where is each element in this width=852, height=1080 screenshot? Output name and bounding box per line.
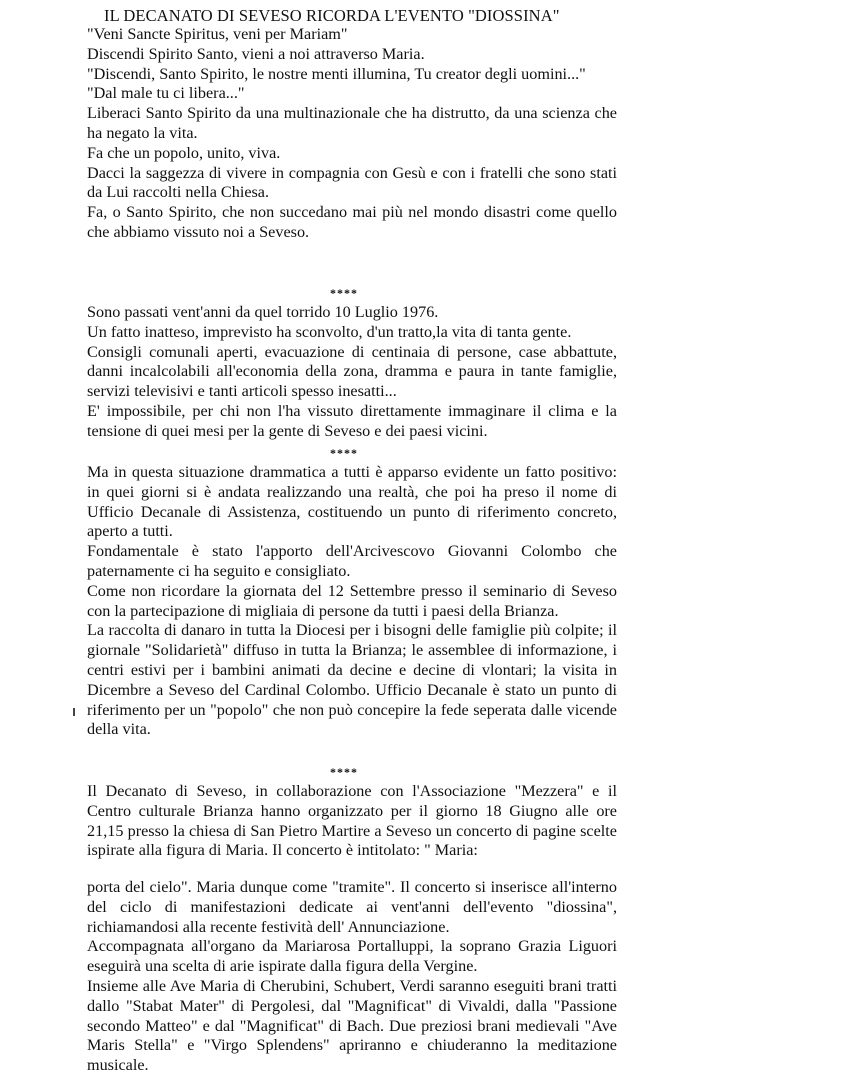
paragraph: porta del cielo". Maria dunque come "tramite". Il concerto si inserisce all'interno del ciclo di manifestazioni dedicate ai vent'anni dell'evento "diossina", richiamandosi alla recente festività dell' Annunciazione.: [87, 878, 617, 936]
paragraph: Dacci la saggezza di vivere in compagnia con Gesù e con i fratelli che sono stati da Lui raccolti nella Chiesa.: [87, 163, 617, 202]
memory-section: [87, 303, 617, 442]
paragraph: Fa che un popolo, unito, viva.: [87, 143, 281, 162]
paragraph: Fondamentale è stato l'apporto dell'Arcivescovo Giovanni Colombo che paternamente ci ha seguito e consigliato.: [87, 542, 617, 580]
paragraph: Il Decanato di Seveso, in collaborazione con l'Associazione "Mezzera" e il Centro culturale Brianza hanno organizzato per il giorno 18 Giugno alle ore 21,15 presso la chiesa di San Pietro Martire a Seveso un concerto di pagine scelte ispirate alla figura di Maria. Il concerto è intitolato: " Maria:: [87, 782, 617, 860]
section-separator: ****: [330, 765, 358, 779]
prayer-section: [87, 25, 617, 243]
paragraph: Ma in questa situazione drammatica a tutti è apparso evidente un fatto positivo: in quei giorni si è andata realizzando una realtà, che poi ha preso il nome di Ufficio Decanale di Assistenza, costituendo un punto di riferimento concreto, aperto a tutti.: [87, 463, 617, 541]
paragraph: Un fatto inatteso, imprevisto ha sconvolto, d'un tratto,la vita di tanta gente.: [87, 322, 572, 341]
section-separator: ****: [330, 286, 358, 300]
paragraph: Fa, o Santo Spirito, che non succedano mai più nel mondo disastri come quello che abbiamo vissuto noi a Seveso.: [87, 203, 617, 241]
paragraph: Accompagnata all'organo da Mariarosa Portalluppi, la soprano Grazia Liguori eseguirà una scelta di arie ispirate dalla figura della Vergine.: [87, 937, 617, 976]
assistance-section: [87, 463, 617, 740]
paragraph: La raccolta di danaro in tutta la Diocesi per i bisogni delle famiglie più colpite; il giornale "Solidarietà" diffuso in tutta la Brianza; le assemblee di informazione, i centri estivi per i bambini animati da decine e decine di vlontari; la visita in Dicembre a Seveso del Cardinal Colombo. Ufficio Decanale è stato un punto di riferimento per un "popolo" che non può concepire la fede seperata dalle vicende della vita.: [87, 621, 617, 739]
paragraph: "Discendi, Santo Spirito, le nostre menti illumina, Tu creator degli uomini...": [87, 64, 586, 83]
paragraph: Liberaci Santo Spirito da una multinazionale che ha distrutto, da una scienza che ha negato la vita.: [87, 104, 617, 142]
paragraph: Insieme alle Ave Maria di Cherubini, Schubert, Verdi saranno eseguiti brani tratti dallo "Stabat Mater" di Pergolesi, dal "Magnificat" di Vivaldi, dalla "Passione secondo Matteo" e dal "Magnificat" di Bach. Due preziosi brani medievali "Ave Maris Stella" e "Virgo Splendens" apriranno e chiuderanno la meditazione musicale.: [87, 976, 617, 1075]
concert-details-section: [87, 878, 617, 1076]
section-separator: ****: [330, 446, 358, 460]
paragraph: Come non ricordare la giornata del 12 Settembre presso il seminario di Seveso con la partecipazione di migliaia di persone da tutti i paesi della Brianza.: [87, 581, 617, 620]
paragraph: E' impossibile, per chi non l'ha vissuto direttamente immaginare il clima e la tensione di quei mesi per la gente di Seveso e dei paesi vicini.: [87, 401, 617, 440]
paragraph: "Veni Sancte Spiritus, veni per Mariam": [87, 25, 348, 43]
paragraph: Discendi Spirito Santo, vieni a noi attraverso Maria.: [87, 44, 425, 63]
paragraph: "Dal male tu ci libera...": [87, 84, 245, 103]
document-title: IL DECANATO DI SEVESO RICORDA L'EVENTO "DIOSSINA": [104, 6, 560, 25]
paragraph: Sono passati vent'anni da quel torrido 10 Luglio 1976.: [87, 303, 439, 321]
scan-mark: [73, 708, 75, 716]
paragraph: Consigli comunali aperti, evacuazione di centinaia di persone, case abbattute, danni incalcolabili all'economia della zona, dramma e paura in tante famiglie, servizi televisivi e tanti articoli spesso inesatti...: [87, 342, 617, 401]
concert-intro-section: [87, 782, 617, 861]
